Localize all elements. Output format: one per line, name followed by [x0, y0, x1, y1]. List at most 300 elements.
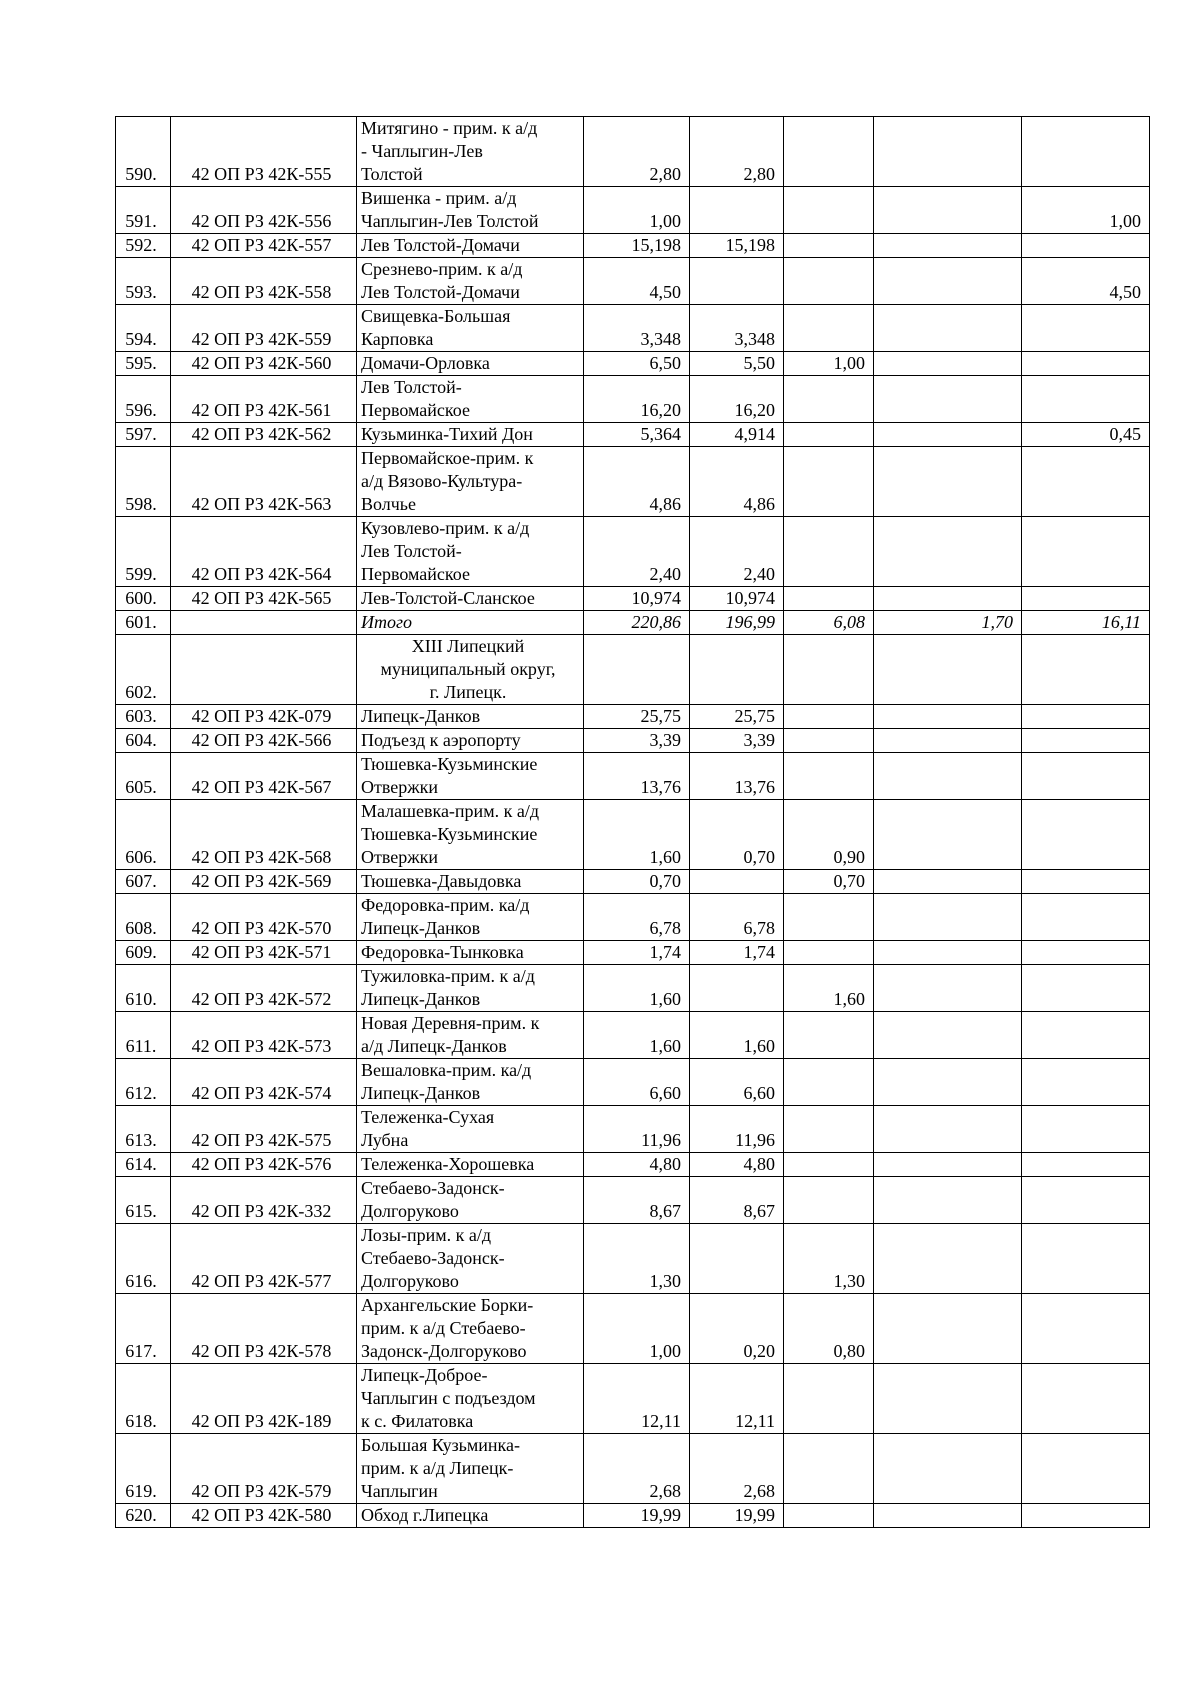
road-name-line: Домачи-Орловка — [361, 353, 490, 373]
value-c3 — [784, 234, 874, 258]
value-c2: 19,99 — [690, 1504, 784, 1528]
road-code: 42 ОП РЗ 42К-572 — [171, 965, 357, 1012]
value-c3 — [784, 587, 874, 611]
value-c5 — [1022, 352, 1150, 376]
road-name — [357, 611, 584, 635]
road-name — [357, 352, 584, 376]
road-name — [357, 258, 584, 305]
road-code: 42 ОП РЗ 42К-563 — [171, 447, 357, 517]
table-row — [116, 729, 1150, 753]
value-c2: 4,86 — [690, 447, 784, 517]
table-row — [116, 305, 1150, 352]
road-name-line: Отвержки — [361, 777, 439, 797]
road-name-line: а/д Липецк-Данков — [361, 1036, 507, 1056]
table-row — [116, 965, 1150, 1012]
value-c5 — [1022, 234, 1150, 258]
value-c5 — [1022, 729, 1150, 753]
row-number: 595. — [116, 352, 171, 376]
road-name-line: Липецк-Данков — [361, 706, 481, 726]
value-c4 — [874, 1153, 1022, 1177]
road-name — [357, 187, 584, 234]
table-row — [116, 1153, 1150, 1177]
road-name-line: Первомайское — [361, 564, 470, 584]
table-row — [116, 611, 1150, 635]
value-c4 — [874, 894, 1022, 941]
road-name — [357, 376, 584, 423]
value-c2: 4,914 — [690, 423, 784, 447]
row-number: 598. — [116, 447, 171, 517]
value-c1 — [584, 635, 690, 705]
road-name-line: Чаплыгин-Лев Толстой — [361, 211, 539, 231]
value-c4 — [874, 753, 1022, 800]
value-c5 — [1022, 1059, 1150, 1106]
road-name-line: Первомайское — [361, 400, 470, 420]
value-c4 — [874, 1106, 1022, 1153]
value-c4 — [874, 800, 1022, 870]
value-c1: 11,96 — [584, 1106, 690, 1153]
value-c5 — [1022, 1106, 1150, 1153]
value-c1: 15,198 — [584, 234, 690, 258]
row-number: 614. — [116, 1153, 171, 1177]
value-c4 — [874, 423, 1022, 447]
road-code: 42 ОП РЗ 42К-556 — [171, 187, 357, 234]
row-number: 602. — [116, 635, 171, 705]
row-number: 613. — [116, 1106, 171, 1153]
row-number: 615. — [116, 1177, 171, 1224]
road-name — [357, 965, 584, 1012]
value-c3 — [784, 376, 874, 423]
road-name-line: Срезнево-прим. к а/д — [361, 259, 523, 279]
value-c5: 16,11 — [1022, 611, 1150, 635]
table-row — [116, 447, 1150, 517]
value-c4 — [874, 447, 1022, 517]
value-c4 — [874, 705, 1022, 729]
row-number: 592. — [116, 234, 171, 258]
road-name — [357, 870, 584, 894]
table-row — [116, 941, 1150, 965]
value-c4 — [874, 1434, 1022, 1504]
road-name — [357, 729, 584, 753]
value-c4 — [874, 234, 1022, 258]
road-code — [171, 611, 357, 635]
road-name — [357, 635, 584, 705]
road-code: 42 ОП РЗ 42К-559 — [171, 305, 357, 352]
value-c4 — [874, 635, 1022, 705]
road-name-line: а/д Вязово-Культура- — [361, 471, 523, 491]
value-c1: 13,76 — [584, 753, 690, 800]
value-c2: 2,40 — [690, 517, 784, 587]
table-row — [116, 1177, 1150, 1224]
road-name-line: Тележенка-Хорошевка — [361, 1154, 535, 1174]
value-c3 — [784, 753, 874, 800]
road-name-line: г. Липецк. — [429, 682, 507, 702]
row-number: 594. — [116, 305, 171, 352]
value-c3: 1,30 — [784, 1224, 874, 1294]
value-c5 — [1022, 517, 1150, 587]
road-code: 42 ОП РЗ 42К-568 — [171, 800, 357, 870]
value-c1: 6,78 — [584, 894, 690, 941]
road-name-line: Стебаево-Задонск- — [361, 1248, 505, 1268]
value-c1: 1,60 — [584, 1012, 690, 1059]
value-c2 — [690, 187, 784, 234]
value-c3 — [784, 1364, 874, 1434]
road-code: 42 ОП РЗ 42К-577 — [171, 1224, 357, 1294]
value-c2 — [690, 870, 784, 894]
road-name — [357, 1294, 584, 1364]
value-c2: 11,96 — [690, 1106, 784, 1153]
road-name — [357, 800, 584, 870]
road-name-line: Долгоруково — [361, 1271, 459, 1291]
value-c2: 2,80 — [690, 117, 784, 187]
road-code: 42 ОП РЗ 42К-574 — [171, 1059, 357, 1106]
road-name-line: Свищевка-Большая — [361, 306, 511, 326]
value-c4 — [874, 117, 1022, 187]
value-c5 — [1022, 1177, 1150, 1224]
road-name-line: Первомайское-прим. к — [361, 448, 534, 468]
road-name-line: Кузьминка-Тихий Дон — [361, 424, 533, 444]
road-name-line: Толстой — [361, 164, 423, 184]
table-body — [116, 117, 1150, 1528]
value-c5 — [1022, 1434, 1150, 1504]
value-c1: 4,50 — [584, 258, 690, 305]
value-c3: 0,80 — [784, 1294, 874, 1364]
row-number: 607. — [116, 870, 171, 894]
road-name — [357, 753, 584, 800]
value-c3: 1,00 — [784, 352, 874, 376]
table-row — [116, 587, 1150, 611]
road-name-line: Федоровка-Тынковка — [361, 942, 524, 962]
road-name — [357, 1012, 584, 1059]
road-name-line: Лев-Толстой-Сланское — [361, 588, 535, 608]
road-name — [357, 1224, 584, 1294]
value-c1: 19,99 — [584, 1504, 690, 1528]
table-row — [116, 1059, 1150, 1106]
road-code: 42 ОП РЗ 42К-564 — [171, 517, 357, 587]
value-c4 — [874, 1294, 1022, 1364]
value-c4 — [874, 352, 1022, 376]
value-c2: 13,76 — [690, 753, 784, 800]
table-row — [116, 117, 1150, 187]
road-code: 42 ОП РЗ 42К-570 — [171, 894, 357, 941]
value-c1: 1,00 — [584, 187, 690, 234]
table-row — [116, 1012, 1150, 1059]
road-name-line: муниципальный округ, — [380, 659, 556, 679]
road-name — [357, 1106, 584, 1153]
road-name-line: Тюшевка-Давыдовка — [361, 871, 522, 891]
road-name-line: Обход г.Липецка — [361, 1505, 489, 1525]
value-c5 — [1022, 894, 1150, 941]
value-c1: 2,40 — [584, 517, 690, 587]
table-row — [116, 423, 1150, 447]
row-number: 606. — [116, 800, 171, 870]
value-c2: 0,70 — [690, 800, 784, 870]
value-c1: 1,00 — [584, 1294, 690, 1364]
road-code: 42 ОП РЗ 42К-560 — [171, 352, 357, 376]
row-number: 605. — [116, 753, 171, 800]
value-c3 — [784, 1153, 874, 1177]
value-c1: 8,67 — [584, 1177, 690, 1224]
table-row — [116, 1434, 1150, 1504]
value-c2: 8,67 — [690, 1177, 784, 1224]
value-c3: 0,70 — [784, 870, 874, 894]
value-c2 — [690, 965, 784, 1012]
table-row — [116, 705, 1150, 729]
value-c5 — [1022, 800, 1150, 870]
table-row — [116, 258, 1150, 305]
value-c2: 0,20 — [690, 1294, 784, 1364]
row-number: 600. — [116, 587, 171, 611]
value-c1: 10,974 — [584, 587, 690, 611]
value-c1: 3,39 — [584, 729, 690, 753]
value-c3 — [784, 117, 874, 187]
road-name-line: Лев Толстой-Домачи — [361, 235, 520, 255]
road-name-line: к с. Филатовка — [361, 1411, 474, 1431]
value-c2: 3,39 — [690, 729, 784, 753]
table-row — [116, 894, 1150, 941]
value-c1: 1,74 — [584, 941, 690, 965]
value-c4 — [874, 870, 1022, 894]
road-name-line: Лев Толстой- — [361, 377, 462, 397]
value-c5 — [1022, 305, 1150, 352]
value-c2 — [690, 258, 784, 305]
value-c1: 2,80 — [584, 117, 690, 187]
row-number: 620. — [116, 1504, 171, 1528]
value-c2 — [690, 1224, 784, 1294]
value-c5 — [1022, 941, 1150, 965]
table-row — [116, 800, 1150, 870]
value-c4: 1,70 — [874, 611, 1022, 635]
value-c1: 3,348 — [584, 305, 690, 352]
value-c5 — [1022, 447, 1150, 517]
road-name — [357, 894, 584, 941]
row-number: 608. — [116, 894, 171, 941]
road-name-line: прим. к а/д Липецк- — [361, 1458, 514, 1478]
value-c4 — [874, 258, 1022, 305]
table-row — [116, 635, 1150, 705]
road-code: 42 ОП РЗ 42К-189 — [171, 1364, 357, 1434]
row-number: 591. — [116, 187, 171, 234]
value-c4 — [874, 1059, 1022, 1106]
value-c5: 0,45 — [1022, 423, 1150, 447]
value-c2: 12,11 — [690, 1364, 784, 1434]
value-c4 — [874, 1012, 1022, 1059]
row-number: 596. — [116, 376, 171, 423]
table-row — [116, 187, 1150, 234]
value-c2: 1,74 — [690, 941, 784, 965]
road-name — [357, 1364, 584, 1434]
table-row — [116, 517, 1150, 587]
value-c2: 3,348 — [690, 305, 784, 352]
road-code: 42 ОП РЗ 42К-557 — [171, 234, 357, 258]
road-name-line: Тюшевка-Кузьминские — [361, 754, 538, 774]
road-name-line: Лозы-прим. к а/д — [361, 1225, 492, 1245]
value-c1: 1,60 — [584, 965, 690, 1012]
road-name — [357, 423, 584, 447]
road-name-line: Лев Толстой- — [361, 541, 462, 561]
road-name-line: Вешаловка-прим. ка/д — [361, 1060, 532, 1080]
value-c1: 220,86 — [584, 611, 690, 635]
value-c3 — [784, 258, 874, 305]
value-c3 — [784, 1059, 874, 1106]
road-name-line: Липецк-Данков — [361, 918, 481, 938]
road-code: 42 ОП РЗ 42К-571 — [171, 941, 357, 965]
value-c1: 12,11 — [584, 1364, 690, 1434]
road-code: 42 ОП РЗ 42К-576 — [171, 1153, 357, 1177]
road-code: 42 ОП РЗ 42К-575 — [171, 1106, 357, 1153]
road-name — [357, 305, 584, 352]
road-name-line: Задонск-Долгоруково — [361, 1341, 527, 1361]
road-name-line: Подъезд к аэропорту — [361, 730, 521, 750]
road-code: 42 ОП РЗ 42К-561 — [171, 376, 357, 423]
row-number: 609. — [116, 941, 171, 965]
road-name — [357, 117, 584, 187]
value-c4 — [874, 1504, 1022, 1528]
road-name-line: Кузовлево-прим. к а/д — [361, 518, 530, 538]
value-c3 — [784, 1012, 874, 1059]
row-number: 618. — [116, 1364, 171, 1434]
value-c5 — [1022, 1504, 1150, 1528]
table-row — [116, 753, 1150, 800]
table-row — [116, 1504, 1150, 1528]
road-name — [357, 1059, 584, 1106]
value-c5 — [1022, 705, 1150, 729]
road-name — [357, 587, 584, 611]
value-c3 — [784, 894, 874, 941]
value-c2: 6,78 — [690, 894, 784, 941]
road-name-line: - Чаплыгин-Лев — [361, 141, 483, 161]
value-c2 — [690, 635, 784, 705]
road-name — [357, 234, 584, 258]
road-name-line: Волчье — [361, 494, 417, 514]
value-c1: 4,80 — [584, 1153, 690, 1177]
road-name — [357, 1177, 584, 1224]
row-number: 597. — [116, 423, 171, 447]
value-c3 — [784, 705, 874, 729]
road-name-line: Федоровка-прим. ка/д — [361, 895, 530, 915]
table-row — [116, 234, 1150, 258]
value-c4 — [874, 587, 1022, 611]
value-c5 — [1022, 1224, 1150, 1294]
table-row — [116, 1106, 1150, 1153]
value-c5 — [1022, 1294, 1150, 1364]
value-c5 — [1022, 870, 1150, 894]
value-c3 — [784, 941, 874, 965]
road-name-line: Итого — [361, 612, 413, 632]
road-code: 42 ОП РЗ 42К-562 — [171, 423, 357, 447]
value-c5 — [1022, 587, 1150, 611]
road-name-line: Карповка — [361, 329, 434, 349]
road-code — [171, 635, 357, 705]
value-c3 — [784, 187, 874, 234]
value-c2: 4,80 — [690, 1153, 784, 1177]
road-name-line: Архангельские Борки- — [361, 1295, 534, 1315]
road-name-line: Лубна — [361, 1130, 409, 1150]
road-name — [357, 705, 584, 729]
road-name — [357, 447, 584, 517]
value-c5: 4,50 — [1022, 258, 1150, 305]
value-c5 — [1022, 635, 1150, 705]
road-code: 42 ОП РЗ 42К-566 — [171, 729, 357, 753]
road-name-line: прим. к а/д Стебаево- — [361, 1318, 526, 1338]
value-c2: 16,20 — [690, 376, 784, 423]
road-name-line: Тужиловка-прим. к а/д — [361, 966, 535, 986]
road-name-line: Чаплыгин с подъездом — [361, 1388, 536, 1408]
road-name-line: Чаплыгин — [361, 1481, 438, 1501]
value-c3 — [784, 447, 874, 517]
row-number: 617. — [116, 1294, 171, 1364]
road-name — [357, 1504, 584, 1528]
value-c4 — [874, 305, 1022, 352]
value-c4 — [874, 965, 1022, 1012]
row-number: 593. — [116, 258, 171, 305]
road-code: 42 ОП РЗ 42К-332 — [171, 1177, 357, 1224]
value-c2: 25,75 — [690, 705, 784, 729]
value-c2: 2,68 — [690, 1434, 784, 1504]
road-code: 42 ОП РЗ 42К-578 — [171, 1294, 357, 1364]
row-number: 616. — [116, 1224, 171, 1294]
road-code: 42 ОП РЗ 42К-580 — [171, 1504, 357, 1528]
value-c5 — [1022, 753, 1150, 800]
road-code: 42 ОП РЗ 42К-573 — [171, 1012, 357, 1059]
table-row — [116, 870, 1150, 894]
value-c4 — [874, 1364, 1022, 1434]
road-code: 42 ОП РЗ 42К-565 — [171, 587, 357, 611]
value-c4 — [874, 941, 1022, 965]
road-name-line: Липецк-Данков — [361, 989, 481, 1009]
value-c5 — [1022, 965, 1150, 1012]
value-c2: 6,60 — [690, 1059, 784, 1106]
road-name-line: Вишенка - прим. а/д — [361, 188, 517, 208]
roads-table — [115, 116, 1150, 1528]
value-c2: 5,50 — [690, 352, 784, 376]
value-c5 — [1022, 1153, 1150, 1177]
table-row — [116, 352, 1150, 376]
row-number: 611. — [116, 1012, 171, 1059]
value-c5: 1,00 — [1022, 187, 1150, 234]
road-name-line: Малашевка-прим. к а/д — [361, 801, 539, 821]
road-name — [357, 1434, 584, 1504]
table-row — [116, 1364, 1150, 1434]
row-number: 603. — [116, 705, 171, 729]
value-c1: 5,364 — [584, 423, 690, 447]
road-name-line: XIII Липецкий — [411, 636, 525, 656]
road-name-line: Долгоруково — [361, 1201, 459, 1221]
road-name-line: Липецк-Данков — [361, 1083, 481, 1103]
value-c2: 10,974 — [690, 587, 784, 611]
row-number: 599. — [116, 517, 171, 587]
value-c3 — [784, 729, 874, 753]
value-c5 — [1022, 1012, 1150, 1059]
road-code: 42 ОП РЗ 42К-555 — [171, 117, 357, 187]
value-c1: 1,30 — [584, 1224, 690, 1294]
road-name — [357, 941, 584, 965]
value-c5 — [1022, 117, 1150, 187]
value-c4 — [874, 1224, 1022, 1294]
road-name-line: Тележенка-Сухая — [361, 1107, 495, 1127]
value-c3 — [784, 305, 874, 352]
value-c4 — [874, 376, 1022, 423]
road-name-line: Большая Кузьминка- — [361, 1435, 521, 1455]
road-name-line: Новая Деревня-прим. к — [361, 1013, 540, 1033]
value-c1: 0,70 — [584, 870, 690, 894]
value-c3 — [784, 635, 874, 705]
road-name-line: Тюшевка-Кузьминские — [361, 824, 538, 844]
value-c3 — [784, 517, 874, 587]
row-number: 610. — [116, 965, 171, 1012]
value-c2: 196,99 — [690, 611, 784, 635]
value-c1: 16,20 — [584, 376, 690, 423]
row-number: 604. — [116, 729, 171, 753]
